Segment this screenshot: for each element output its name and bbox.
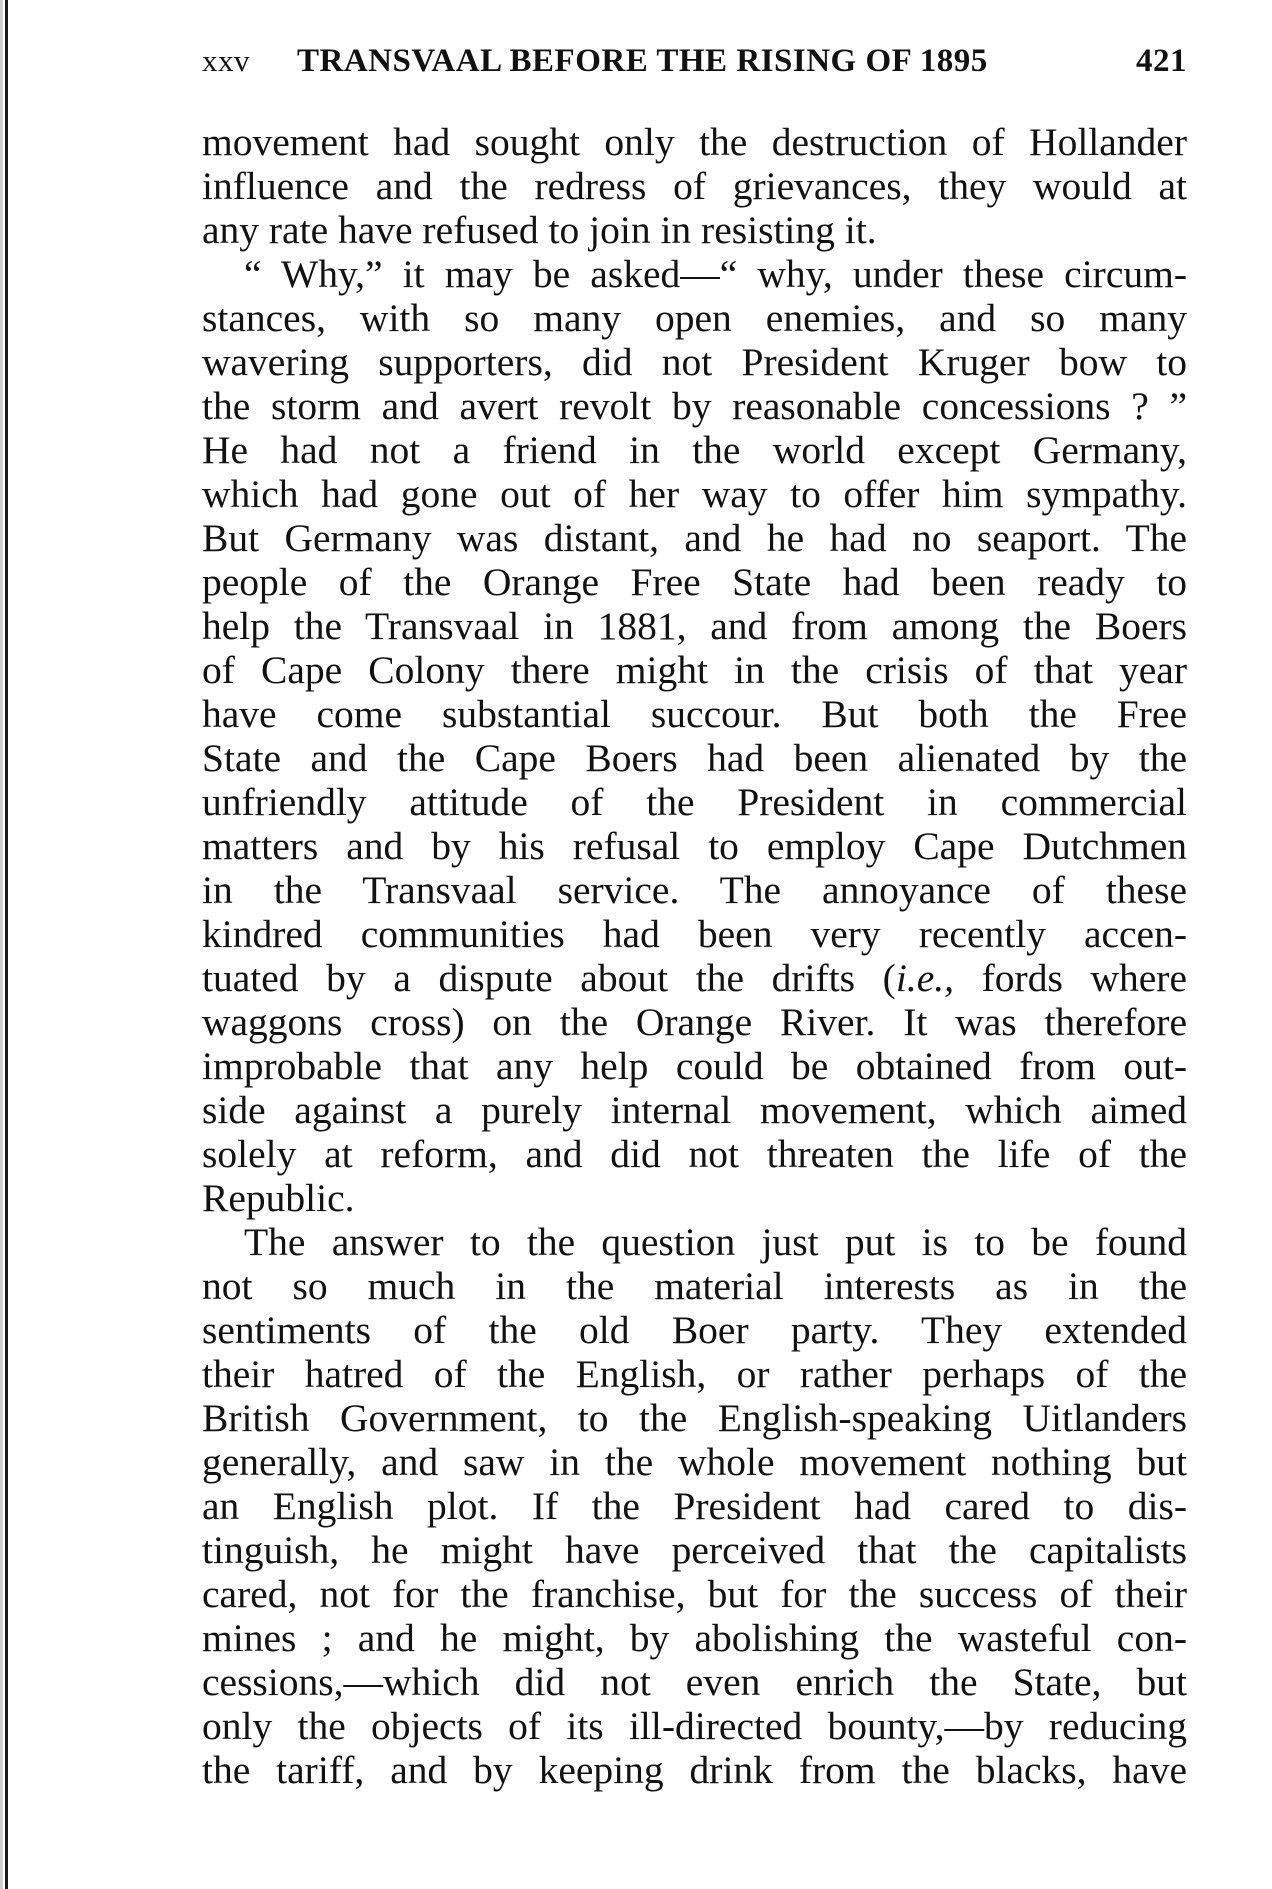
text-line: cared, not for the franchise, but for the success of their	[202, 1572, 1187, 1616]
text-line: kindred communities had been very recently accen-	[202, 912, 1187, 956]
text-line: sentiments of the old Boer party. They extended	[202, 1308, 1187, 1352]
text-line: their hatred of the English, or rather perhaps of the	[202, 1352, 1187, 1396]
text-line: Republic.	[202, 1176, 355, 1220]
chapter-number: xxv	[202, 43, 250, 78]
text-line: the storm and avert revolt by reasonable concessions ? ”	[202, 384, 1187, 428]
text-line: of Cape Colony there might in the crisis of that year	[202, 648, 1187, 692]
text-line: influence and the redress of grievances, they would at	[202, 164, 1187, 208]
text-line: people of the Orange Free State had been ready to	[202, 560, 1187, 604]
text-line: unfriendly attitude of the President in commercial	[202, 780, 1187, 824]
text-line: an English plot. If the President had cared to dis-	[202, 1484, 1187, 1528]
text-line: tuated by a dispute about the drifts (i.e., fords where	[202, 956, 1187, 1000]
running-title: TRANSVAAL BEFORE THE RISING OF 1895	[297, 43, 988, 79]
text-line: But Germany was distant, and he had no seaport. The	[202, 516, 1187, 560]
text-line: help the Transvaal in 1881, and from among the Boers	[202, 604, 1187, 648]
text-line: waggons cross) on the Orange River. It was therefore	[202, 1000, 1187, 1044]
page-number: 421	[1136, 43, 1187, 79]
binding-shadow	[0, 0, 3, 1889]
text-line: State and the Cape Boers had been alienated by the	[202, 736, 1187, 780]
text-line: movement had sought only the destruction of Hollander	[202, 120, 1187, 164]
text-line: side against a purely internal movement, which aimed	[202, 1088, 1187, 1132]
italic-abbreviation: i.e.,	[895, 956, 954, 1000]
binding-edge-line	[5, 0, 8, 1889]
text-line: not so much in the material interests as in the	[202, 1264, 1187, 1308]
text-line: any rate have refused to join in resisting it.	[202, 208, 877, 252]
text-line: have come substantial succour. But both the Free	[202, 692, 1187, 736]
text-line: wavering supporters, did not President Kruger bow to	[202, 340, 1187, 384]
text-line: solely at reform, and did not threaten the life of the	[202, 1132, 1187, 1176]
text-line: generally, and saw in the whole movement nothing but	[202, 1440, 1187, 1484]
text-line: British Government, to the English-speaking Uitlanders	[202, 1396, 1187, 1440]
text-line: only the objects of its ill-directed bounty,—by reducing	[202, 1704, 1187, 1748]
text-line: which had gone out of her way to offer him sympathy.	[202, 472, 1187, 516]
text-line: cessions,—which did not even enrich the State, but	[202, 1660, 1187, 1704]
text-line: matters and by his refusal to employ Cape Dutchmen	[202, 824, 1187, 868]
text-line: The answer to the question just put is to be found	[244, 1220, 1187, 1264]
text-line: “ Why,” it may be asked—“ why, under these circum-	[244, 252, 1187, 296]
body-text	[202, 120, 1187, 1792]
text-line: tinguish, he might have perceived that the capitalists	[202, 1528, 1187, 1572]
text-line: the tariff, and by keeping drink from the blacks, have	[202, 1748, 1187, 1792]
text-line: He had not a friend in the world except Germany,	[202, 428, 1187, 472]
text-line: improbable that any help could be obtained from out-	[202, 1044, 1187, 1088]
text-line: mines ; and he might, by abolishing the wasteful con-	[202, 1616, 1187, 1660]
running-header	[202, 35, 1187, 87]
text-line: stances, with so many open enemies, and so many	[202, 296, 1187, 340]
text-line: in the Transvaal service. The annoyance of these	[202, 868, 1187, 912]
